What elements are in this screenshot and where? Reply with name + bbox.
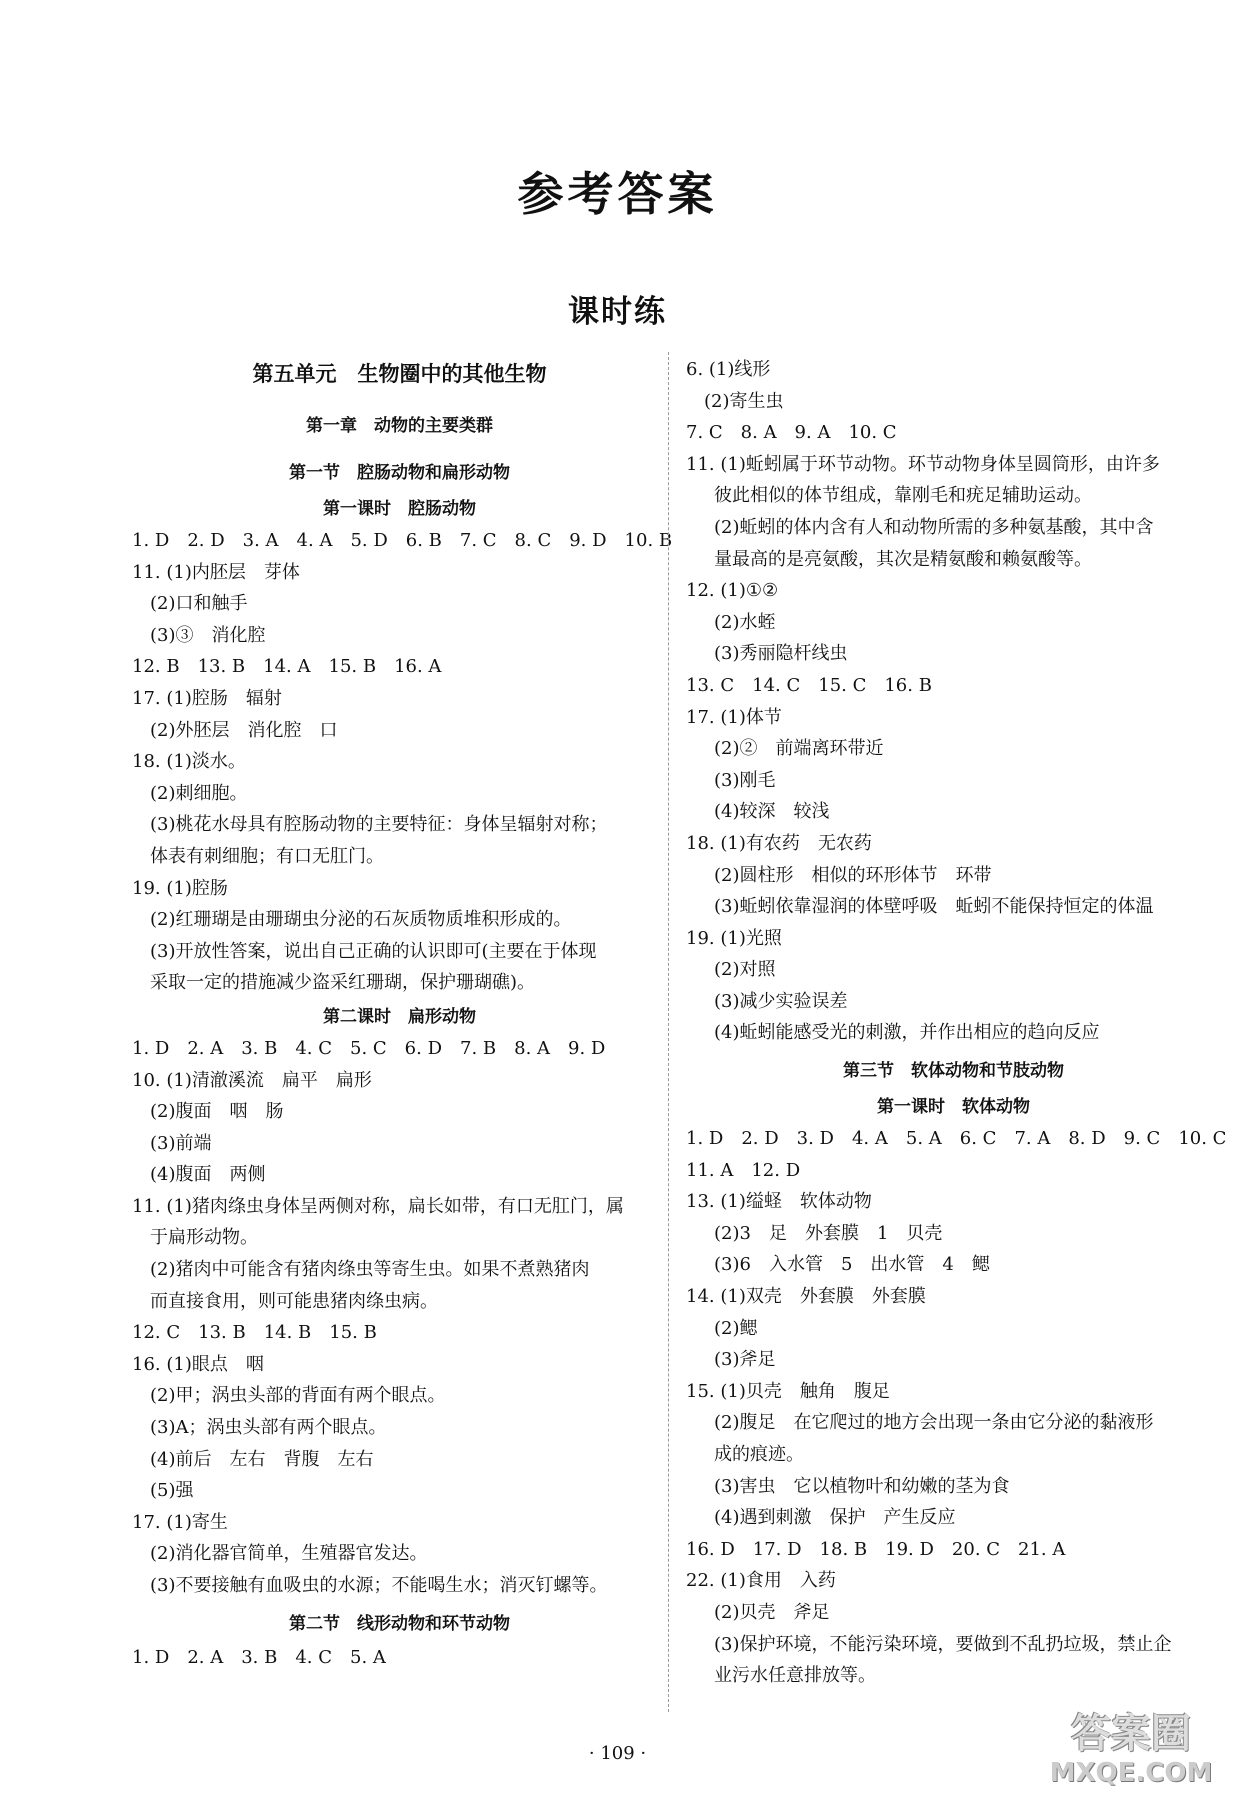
answer-line: 6. (1)线形 bbox=[686, 359, 771, 380]
answer-line: 16. (1)眼点 咽 bbox=[132, 1353, 264, 1375]
answer-line: (2)寄生虫 bbox=[704, 390, 784, 412]
section-heading: 第三节 软体动物和节肢动物 bbox=[843, 1061, 1064, 1082]
answer-line: (2)外胚层 消化腔 口 bbox=[150, 719, 338, 741]
answer-line: 14. (1)双壳 外套膜 外套膜 bbox=[686, 1286, 926, 1308]
lesson-heading: 第一课时 腔肠动物 bbox=[323, 499, 476, 519]
answer-line: 19. (1)光照 bbox=[686, 927, 782, 949]
answer-line: (3)A；涡虫头部有两个眼点。 bbox=[150, 1417, 387, 1439]
right-column bbox=[686, 354, 1227, 1692]
chapter-heading: 第一章 动物的主要类群 bbox=[306, 416, 493, 436]
answer-line: 19. (1)腔肠 bbox=[132, 877, 228, 899]
answer-line: 12. C 13. B 14. B 15. B bbox=[132, 1322, 377, 1344]
answer-line: 7. C 8. A 9. A 10. C bbox=[686, 422, 897, 444]
answer-line: (3)桃花水母具有腔肠动物的主要特征：身体呈辐射对称； bbox=[150, 814, 608, 836]
page-title: 参考答案 bbox=[517, 167, 718, 221]
answer-line: (4)腹面 两侧 bbox=[150, 1164, 266, 1186]
section-heading: 第一节 腔肠动物和扁形动物 bbox=[289, 463, 510, 483]
answer-line: 17. (1)体节 bbox=[686, 706, 782, 728]
answer-line: (2)口和触手 bbox=[150, 593, 248, 615]
answer-line: (5)强 bbox=[150, 1480, 194, 1502]
page-subtitle: 课时练 bbox=[568, 294, 667, 330]
answer-line: 业污水任意排放等。 bbox=[714, 1665, 876, 1687]
answer-line: 11. (1)蚯蚓属于环节动物。环节动物身体呈圆筒形，由许多 bbox=[686, 453, 1160, 475]
answer-line: (3)③ 消化腔 bbox=[150, 624, 266, 646]
answer-line: 11. (1)内胚层 芽体 bbox=[132, 561, 300, 583]
answer-line: 11. (1)猪肉绦虫身体呈两侧对称，扁长如带，有口无肛门，属 bbox=[132, 1195, 624, 1217]
answer-line: 18. (1)有农药 无农药 bbox=[686, 832, 872, 854]
unit-heading: 第五单元 生物圈中的其他生物 bbox=[252, 362, 547, 386]
answer-line: (4)遇到刺激 保护 产生反应 bbox=[714, 1507, 956, 1529]
answer-line: 11. A 12. D bbox=[686, 1159, 801, 1181]
answer-line: (4)蚯蚓能感受光的刺激，并作出相应的趋向反应 bbox=[714, 1022, 1100, 1044]
answer-line: 1. D 2. A 3. B 4. C 5. C 6. D 7. B 8. A 9. D bbox=[132, 1037, 606, 1059]
answer-line: 于扁形动物。 bbox=[150, 1227, 258, 1249]
answer-line: (2)蚯蚓的体内含有人和动物所需的多种氨基酸，其中含 bbox=[714, 516, 1154, 538]
answer-line: (2)腹足 在它爬过的地方会出现一条由它分泌的黏液形 bbox=[714, 1412, 1154, 1434]
answer-line: 1. D 2. D 3. A 4. A 5. D 6. B 7. C 8. C 9. D 10. B bbox=[132, 530, 673, 551]
answer-line: (2)刺细胞。 bbox=[150, 782, 248, 804]
answer-line: (3)减少实验误差 bbox=[714, 990, 848, 1012]
answer-line: (2)对照 bbox=[714, 959, 776, 981]
answer-line: (2)消化器官简单，生殖器官发达。 bbox=[150, 1543, 428, 1565]
answer-line: (2)水蛭 bbox=[714, 611, 776, 633]
answer-line: 17. (1)寄生 bbox=[132, 1511, 228, 1533]
answer-line: (3)保护环境，不能污染环境，要做到不乱扔垃圾，禁止企 bbox=[714, 1633, 1172, 1655]
answer-line: (2)② 前端离环带近 bbox=[714, 738, 884, 760]
answer-line: 彼此相似的体节组成，靠刚毛和疣足辅助运动。 bbox=[714, 485, 1092, 507]
section-heading: 第二节 线形动物和环节动物 bbox=[289, 1613, 510, 1634]
answer-line: (2)3 足 外套膜 1 贝壳 bbox=[714, 1222, 943, 1244]
answer-line: (3)害虫 它以植物叶和幼嫩的茎为食 bbox=[714, 1475, 1010, 1497]
answer-line: (3)开放性答案，说出自己正确的认识即可(主要在于体现 bbox=[150, 940, 597, 962]
answer-line: (2)圆柱形 相似的环形体节 环带 bbox=[714, 864, 992, 886]
answer-line: 13. C 14. C 15. C 16. B bbox=[686, 674, 932, 696]
answer-line: (2)贝壳 斧足 bbox=[714, 1601, 830, 1623]
answer-line: 而直接食用，则可能患猪肉绦虫病。 bbox=[150, 1290, 438, 1312]
answer-line: (4)较深 较浅 bbox=[714, 801, 830, 823]
answer-line: (2)鳃 bbox=[714, 1317, 758, 1339]
answer-line: (3)蚯蚓依靠湿润的体壁呼吸 蚯蚓不能保持恒定的体温 bbox=[714, 896, 1154, 918]
answer-line: (3)秀丽隐杆线虫 bbox=[714, 643, 848, 665]
answer-line: 13. (1)缢蛏 软体动物 bbox=[686, 1191, 872, 1213]
answer-line: 12. (1)①② bbox=[686, 580, 779, 602]
answer-line: 17. (1)腔肠 辐射 bbox=[132, 687, 282, 709]
watermark-text-bottom: MXQE.COM bbox=[1049, 1758, 1213, 1788]
answer-line: 10. (1)清澈溪流 扁平 扁形 bbox=[132, 1069, 372, 1091]
watermark-logo bbox=[1041, 1710, 1221, 1792]
answer-line: 12. B 13. B 14. A 15. B 16. A bbox=[132, 656, 442, 678]
column-divider bbox=[668, 352, 669, 1712]
answer-line: 1. D 2. A 3. B 4. C 5. A bbox=[132, 1646, 386, 1668]
left-column bbox=[132, 354, 673, 1673]
answer-line: 成的痕迹。 bbox=[714, 1444, 804, 1465]
answer-line: (3)斧足 bbox=[714, 1349, 776, 1371]
watermark-text-top: 答案圈 bbox=[1071, 1711, 1191, 1757]
answer-line: (2)腹面 咽 肠 bbox=[150, 1101, 284, 1123]
lesson-heading: 第一课时 软体动物 bbox=[877, 1097, 1030, 1118]
answer-line: (3)不要接触有血吸虫的水源；不能喝生水；消灭钉螺等。 bbox=[150, 1575, 608, 1596]
answer-line: 22. (1)食用 入药 bbox=[686, 1570, 836, 1592]
answer-line: (3)刚毛 bbox=[714, 769, 776, 791]
answer-line: (4)前后 左右 背腹 左右 bbox=[150, 1448, 374, 1470]
answer-line: (3)6 入水管 5 出水管 4 鳃 bbox=[714, 1254, 990, 1276]
answer-line: (2)甲；涡虫头部的背面有两个眼点。 bbox=[150, 1385, 446, 1407]
lesson-heading: 第二课时 扁形动物 bbox=[323, 1006, 476, 1027]
answer-line: (2)猪肉中可能含有猪肉绦虫等寄生虫。如果不煮熟猪肉 bbox=[150, 1259, 590, 1281]
answer-line: (3)前端 bbox=[150, 1132, 212, 1154]
answer-line: 1. D 2. D 3. D 4. A 5. A 6. C 7. A 8. D 9. C 10. C bbox=[686, 1128, 1227, 1150]
answer-line: 体表有刺细胞；有口无肛门。 bbox=[150, 845, 384, 867]
answer-line: (2)红珊瑚是由珊瑚虫分泌的石灰质物质堆积形成的。 bbox=[150, 909, 572, 931]
answer-line: 15. (1)贝壳 触角 腹足 bbox=[686, 1380, 890, 1402]
answer-line: 18. (1)淡水。 bbox=[132, 751, 246, 773]
answer-line: 采取一定的措施减少盗采红珊瑚，保护珊瑚礁)。 bbox=[150, 972, 536, 994]
page-number: · 109 · bbox=[588, 1743, 647, 1764]
answer-line: 16. D 17. D 18. B 19. D 20. C 21. A bbox=[686, 1538, 1066, 1560]
answer-line: 量最高的是亮氨酸，其次是精氨酸和赖氨酸等。 bbox=[714, 548, 1092, 570]
